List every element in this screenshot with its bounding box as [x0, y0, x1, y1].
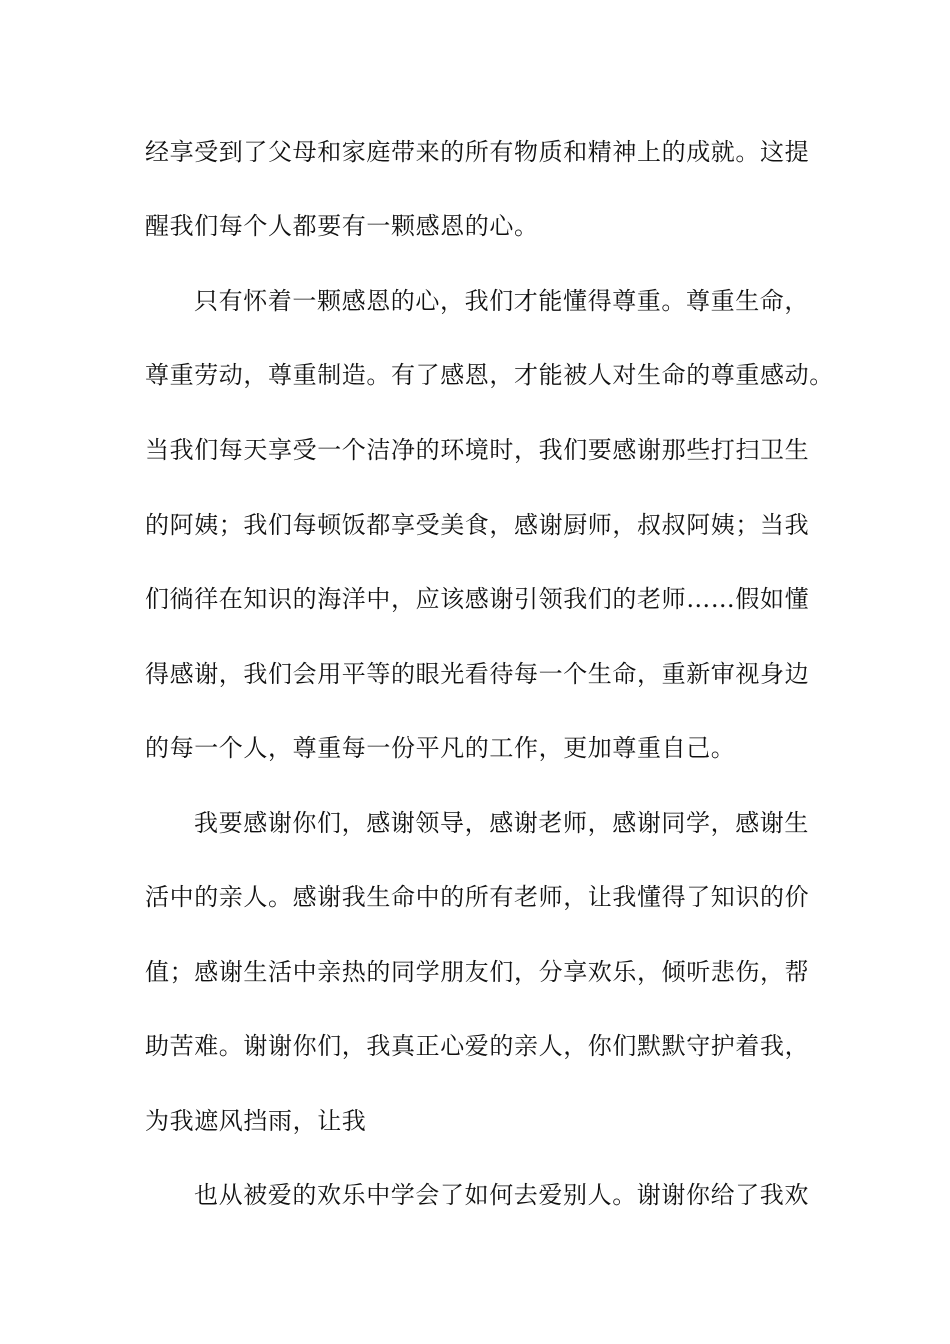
text-line: 的每一个人，尊重每一份平凡的工作，更加尊重自己。 [145, 734, 736, 762]
paragraph-start-line: 我要感谢你们，感谢领导，感谢老师，感谢同学，感谢生 [194, 809, 809, 837]
text-line: 当我们每天享受一个洁净的环境时，我们要感谢那些打扫卫生 [145, 436, 810, 464]
text-line: 经享受到了父母和家庭带来的所有物质和精神上的成就。这提 [145, 138, 810, 166]
text-line: 们徜徉在知识的海洋中，应该感谢引领我们的老师……假如懂 [145, 585, 810, 613]
text-line: 的阿姨；我们每顿饭都享受美食，感谢厨师，叔叔阿姨；当我 [145, 511, 810, 539]
paragraph-start-line: 只有怀着一颗感恩的心，我们才能懂得尊重。尊重生命， [194, 287, 809, 315]
paragraph-start-line: 也从被爱的欢乐中学会了如何去爱别人。谢谢你给了我欢 [194, 1181, 809, 1209]
text-line: 醒我们每个人都要有一颗感恩的心。 [145, 212, 539, 240]
text-line: 助苦难。谢谢你们，我真正心爱的亲人，你们默默守护着我， [145, 1032, 810, 1060]
text-line: 尊重劳动，尊重制造。有了感恩，才能被人对生命的尊重感动。 [145, 361, 834, 389]
text-line: 为我遮风挡雨，让我 [145, 1107, 367, 1135]
text-line: 值；感谢生活中亲热的同学朋友们，分享欢乐，倾听悲伤，帮 [145, 958, 810, 986]
text-line: 得感谢，我们会用平等的眼光看待每一个生命，重新审视身边 [145, 660, 810, 688]
text-line: 活中的亲人。感谢我生命中的所有老师，让我懂得了知识的价 [145, 883, 810, 911]
